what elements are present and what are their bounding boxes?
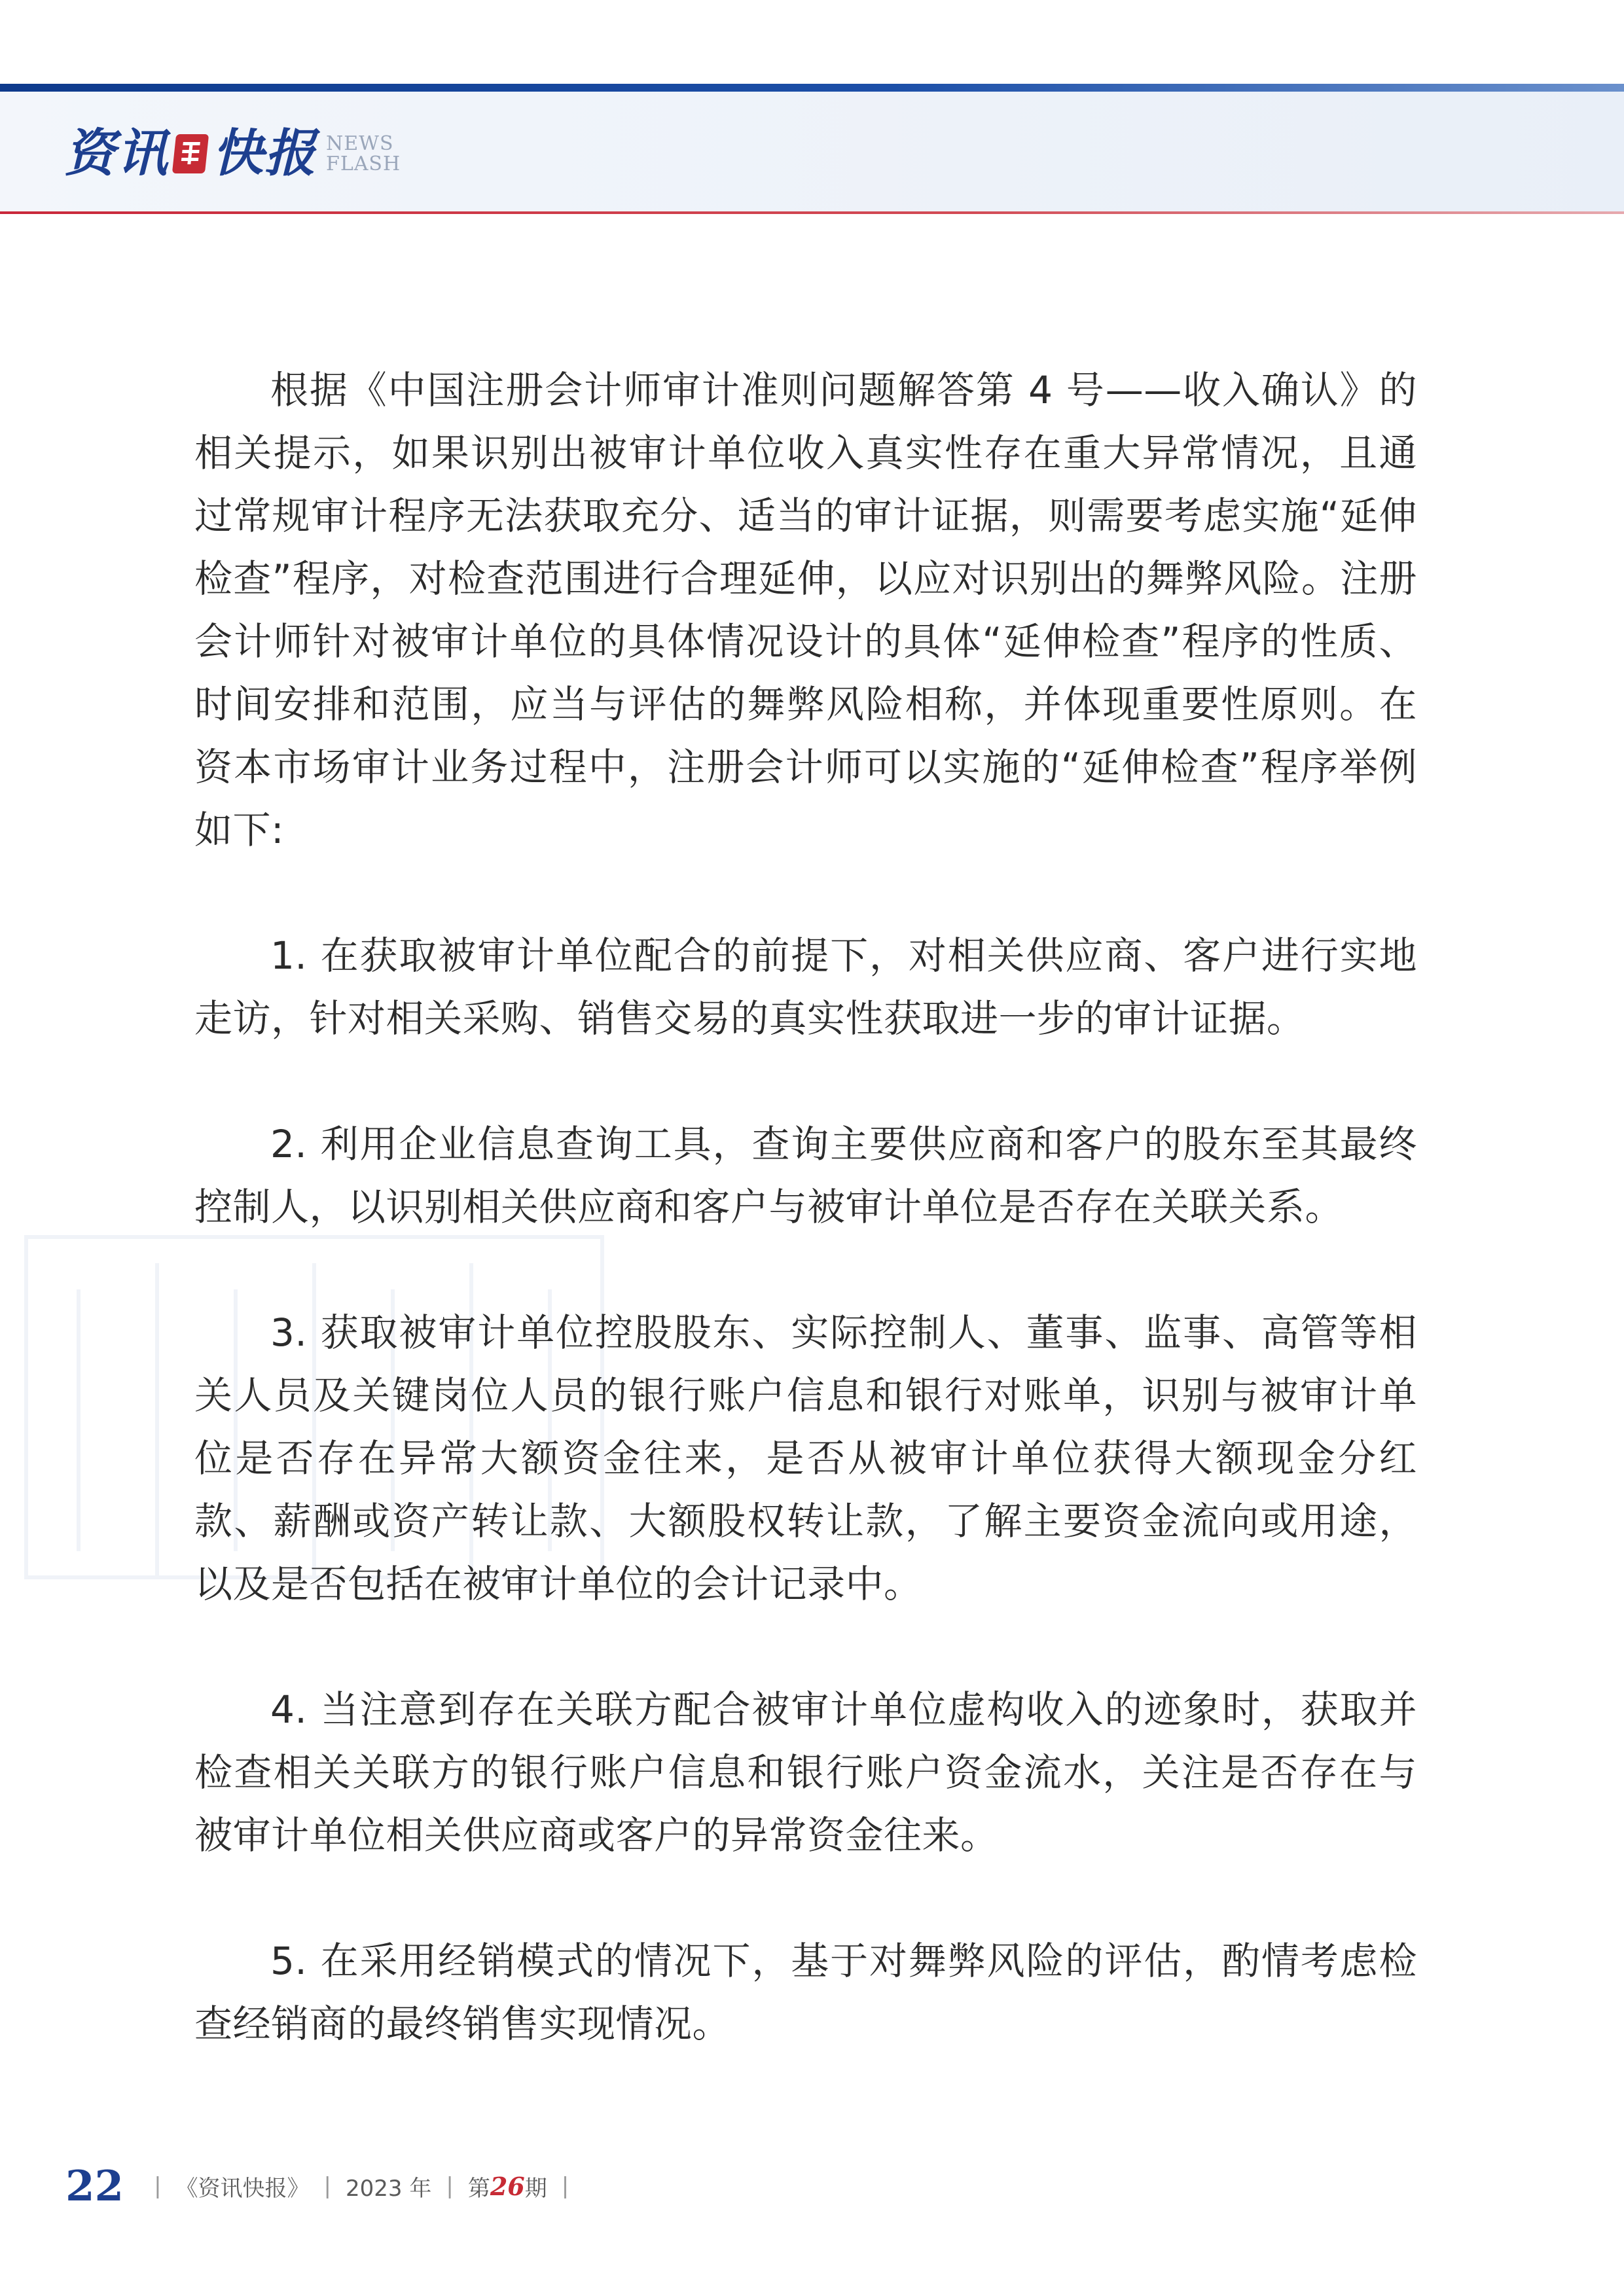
- seal-icon: [172, 134, 209, 173]
- masthead-logo: [64, 118, 401, 190]
- paragraph-intro: 根据《中国注册会计师审计准则问题解答第 4 号——收入确认》的相关提示，如果识别出被审计单位收入真实性存在重大异常情况，且通过常规审计程序无法获取充分、适当的审计证据，则需要考虑实施“延伸检查”程序，对检查范围进行合理延伸，以应对识别出的舞弊风险。注册会计师针对被审计单位的具体情况设计的具体“延伸检查”程序的性质、时间安排和范围，应当与评估的舞弊风险相称，并体现重要性原则。在资本市场审计业务过程中，注册会计师可以实施的“延伸检查”程序举例如下:: [194, 368, 1417, 852]
- logo-english: [326, 134, 401, 175]
- footer-publication: 《资讯快报》: [175, 2175, 310, 2202]
- footer-separator: |: [561, 2173, 569, 2199]
- page-header: [0, 0, 1624, 214]
- footer-issue-prefix: 第: [467, 2175, 490, 2202]
- page-number: 22: [65, 2161, 124, 2211]
- footer-separator: |: [154, 2173, 162, 2199]
- logo-title-left: 资讯: [64, 124, 170, 183]
- footer-issue-suffix: 期: [524, 2175, 547, 2202]
- logo-english-line1: NEWS: [326, 132, 394, 155]
- footer-separator: |: [323, 2173, 331, 2199]
- logo-title-right: 快报: [212, 124, 317, 183]
- article-body: [194, 359, 1417, 2055]
- logo-english-line2: FLASH: [326, 152, 401, 175]
- footer-year: 2023 年: [346, 2175, 432, 2202]
- paragraph-item-1: 1. 在获取被审计单位配合的前提下，对相关供应商、客户进行实地走访，针对相关采购、销售交易的真实性获取进一步的审计证据。: [194, 933, 1417, 1041]
- paragraph-item-3: 3. 获取被审计单位控股股东、实际控制人、董事、监事、高管等相关人员及关键岗位人员的银行账户信息和银行对账单，识别与被审计单位是否存在异常大额资金往来，是否从被审计单位获得大额现金分红款、薪酬或资产转让款、大额股权转让款，了解主要资金流向或用途，以及是否包括在被审计单位的会计记录中。: [194, 1310, 1417, 1606]
- footer-separator: |: [446, 2173, 454, 2199]
- paragraph-item-2: 2. 利用企业信息查询工具，查询主要供应商和客户的股东至其最终控制人，以识别相关供应商和客户与被审计单位是否存在关联关系。: [194, 1122, 1417, 1229]
- paragraph-item-5: 5. 在采用经销模式的情况下，基于对舞弊风险的评估，酌情考虑检查经销商的最终销售实现情况。: [194, 1939, 1417, 2046]
- header-red-rule: [0, 211, 1624, 214]
- paragraph-item-4: 4. 当注意到存在关联方配合被审计单位虚构收入的迹象时，获取并检查相关关联方的银行账户信息和银行账户资金流水，关注是否存在与被审计单位相关供应商或客户的异常资金往来。: [194, 1687, 1417, 1857]
- page-footer: [65, 2160, 583, 2212]
- footer-issue-number: 26: [490, 2171, 525, 2201]
- header-top-bar: [0, 84, 1624, 92]
